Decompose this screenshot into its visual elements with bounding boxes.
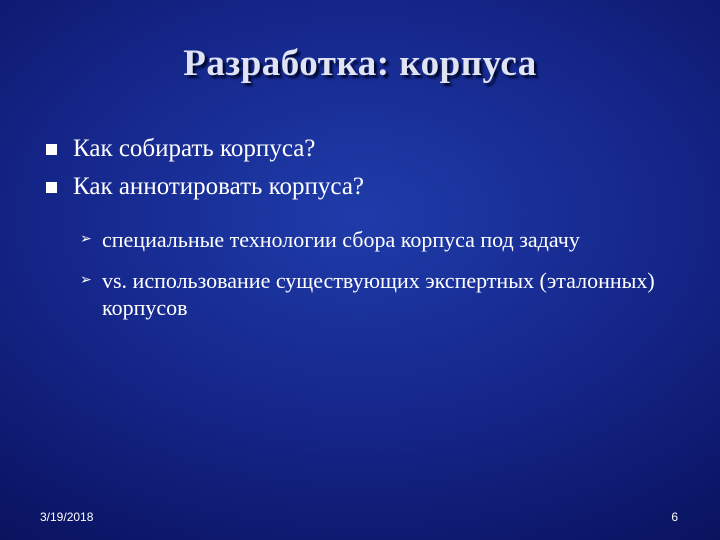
subbullet-text: vs. использование существующих экспертных (эталонных) корпусов: [102, 268, 655, 320]
subbullet-item: [80, 226, 660, 253]
page-number: 6: [671, 510, 678, 524]
bullet-text: Как собирать корпуса?: [73, 135, 316, 162]
slide-title: Разработка: корпуса: [183, 43, 537, 84]
bullet-item: [44, 168, 684, 206]
bullet-list: [44, 130, 684, 206]
subbullet-text: специальные технологии сбора корпуса под задачу: [102, 227, 580, 252]
square-bullet-icon: [46, 144, 57, 155]
subbullet-list: [80, 226, 660, 335]
bullet-item: [44, 130, 684, 168]
bullet-text: Как аннотировать корпуса?: [73, 173, 365, 200]
subbullet-item: [80, 267, 660, 321]
footer-date: 3/19/2018: [40, 510, 94, 524]
arrowhead-bullet-icon: ➢: [80, 272, 92, 288]
arrowhead-bullet-icon: ➢: [80, 231, 92, 247]
square-bullet-icon: [46, 182, 57, 193]
